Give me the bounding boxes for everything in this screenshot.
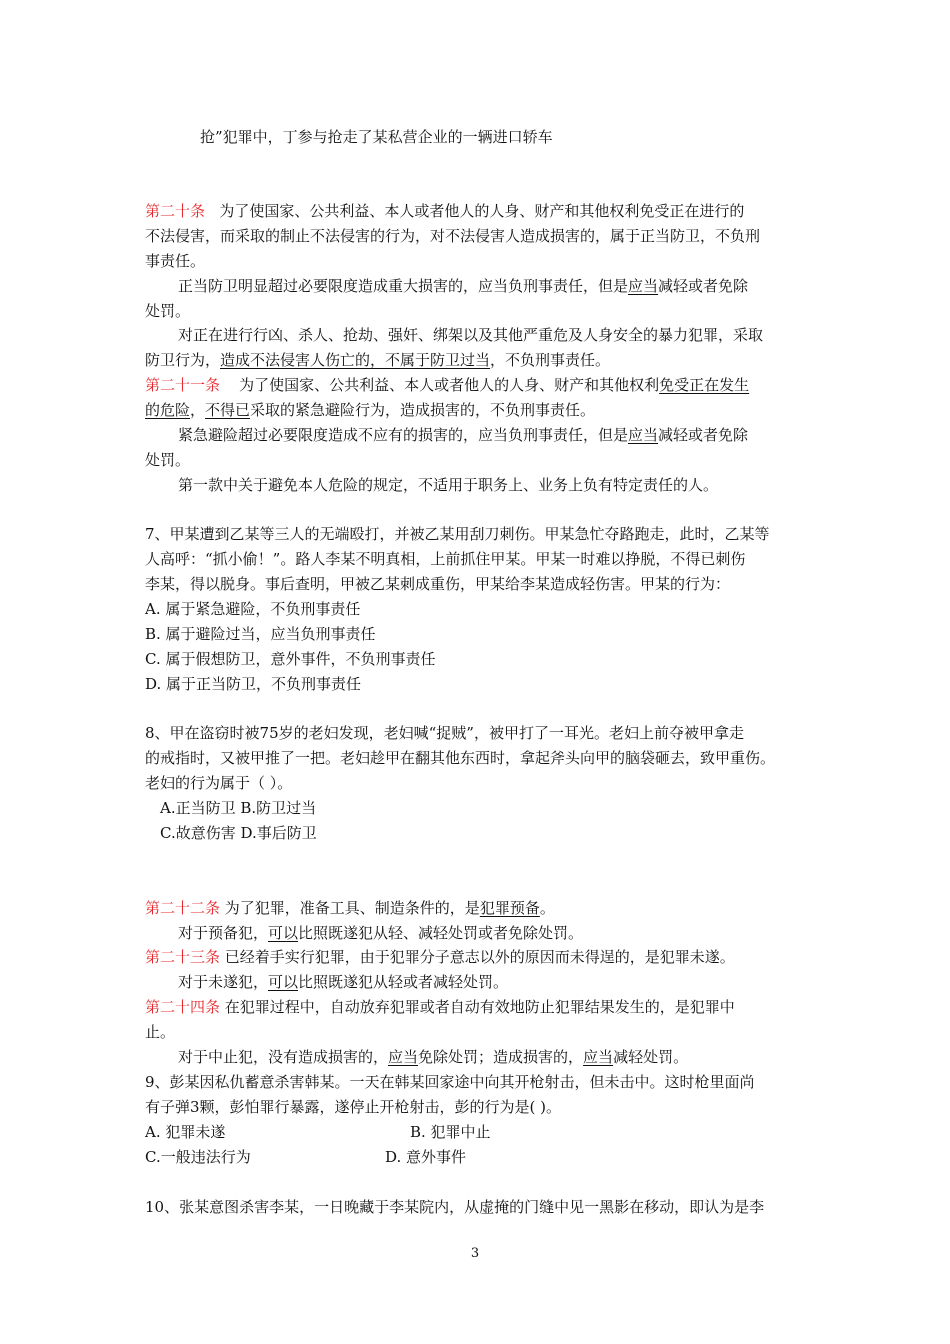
underlined-text: 的危险 (145, 401, 191, 419)
article-20-text: 为了使国家、公共利益、本人或者他人的人身、财产和其他权利免受正在进行的 (219, 202, 745, 220)
text: 减轻或者免除 (658, 426, 749, 444)
article-21-para-2 (178, 424, 748, 446)
underlined-text: 造成不法侵害人伤亡的，不属于防卫过当 (220, 351, 491, 369)
article-22-line-1 (145, 897, 555, 919)
question-9-option-a: A. 犯罪未遂 (145, 1123, 226, 1141)
text: 减轻处罚。 (613, 1048, 689, 1066)
underlined-text: 应当 (388, 1048, 419, 1066)
text: 。 (539, 899, 555, 917)
question-7-line-3: 李某，得以脱身。事后查明，甲被乙某刺成重伤，甲某给李某造成轻伤害。甲某的行为： (145, 575, 731, 593)
article-20-para-3: 对正在进行行凶、杀人、抢劫、强奸、绑架以及其他严重危及人身安全的暴力犯罪，采取 (178, 326, 764, 344)
article-20-para-3-end (145, 349, 610, 371)
article-20-line-2: 不法侵害，而采取的制止不法侵害的行为，对不法侵害人造成损害的，属于正当防卫，不负刑 (145, 227, 761, 245)
text: 正当防卫明显超过必要限度造成重大损害的，应当负刑事责任，但是 (178, 277, 629, 295)
question-9-line-1: 9、彭某因私仇蓄意杀害韩某。一天在韩某回家途中向其开枪射击，但未击中。这时枪里面尚 (145, 1073, 755, 1091)
article-21-label: 第二十一条 (145, 376, 221, 394)
page-number: 3 (470, 1246, 480, 1261)
article-20-label: 第二十条 (145, 202, 206, 220)
question-8-line-1: 8、甲在盗窃时被75岁的老妇发现，老妇喊“捉贼”，被甲打了一耳光。老妇上前夺被甲拿走 (145, 724, 744, 742)
article-24-line-1 (145, 996, 735, 1018)
underlined-text: 应当 (628, 277, 659, 295)
question-9-option-c: C.一般违法行为 (145, 1148, 251, 1166)
article-22-para-2 (178, 922, 583, 944)
text: 为了使国家、公共利益、本人或者他人的人身、财产和其他权利 (239, 376, 660, 394)
article-24-label: 第二十四条 (145, 998, 221, 1016)
question-7-option-b: B. 属于避险过当，应当负刑事责任 (145, 625, 376, 643)
underlined-text: 应当 (628, 426, 659, 444)
text: 防卫行为， (145, 351, 221, 369)
text: 对于未遂犯， (178, 973, 269, 991)
text: ，不负刑事责任。 (490, 351, 611, 369)
underlined-text: 可以 (268, 924, 299, 942)
question-7-line-2: 人高呼：“抓小偷！”。路人李某不明真相，上前抓住甲某。甲某一时难以挣脱，不得已刺伤 (145, 550, 746, 568)
question-8-options-ab: A.正当防卫 B.防卫过当 (160, 799, 317, 817)
text: ， (190, 401, 206, 419)
article-23-label: 第二十三条 (145, 948, 221, 966)
continued-line: 抢”犯罪中，丁参与抢走了某私营企业的一辆进口轿车 (200, 128, 553, 146)
underlined-text: 犯罪预备 (479, 899, 540, 917)
text: 为了犯罪，准备工具、制造条件的，是 (224, 899, 480, 917)
question-9-line-2: 有子弹3颗，彭怕罪行暴露，遂停止开枪射击，彭的行为是( )。 (145, 1098, 562, 1116)
article-23-para-2 (178, 971, 508, 993)
article-20-line-1 (145, 200, 744, 222)
underlined-text: 可以 (268, 973, 299, 991)
article-23-line-1 (145, 946, 735, 968)
text: 对于预备犯， (178, 924, 269, 942)
question-10-line-1: 10、张某意图杀害李某，一日晚藏于李某院内，从虚掩的门缝中见一黑影在移动，即认为是李 (145, 1198, 765, 1216)
text: 比照既遂犯从轻或者减轻处罚。 (298, 973, 509, 991)
question-7-option-a: A. 属于紧急避险，不负刑事责任 (145, 600, 361, 618)
question-7-option-d: D. 属于正当防卫，不负刑事责任 (145, 675, 362, 693)
question-8-options-cd: C.故意伤害 D.事后防卫 (160, 824, 317, 842)
text: 采取的紧急避险行为，造成损害的，不负刑事责任。 (250, 401, 596, 419)
article-21-para-3: 第一款中关于避免本人危险的规定，不适用于职务上、业务上负有特定责任的人。 (178, 476, 719, 494)
article-24-para-2 (178, 1046, 688, 1068)
article-22-label: 第二十二条 (145, 899, 221, 917)
article-20-line-3: 事责任。 (145, 252, 206, 270)
article-20-para-2 (178, 275, 748, 297)
article-21-line-1 (145, 374, 749, 396)
text: 比照既遂犯从轻、减轻处罚或者免除处罚。 (298, 924, 584, 942)
text: 免除处罚；造成损害的， (418, 1048, 584, 1066)
underlined-text: 应当 (583, 1048, 614, 1066)
article-20-para-2-end: 处罚。 (145, 302, 191, 320)
question-7-line-1: 7、甲某遭到乙某等三人的无端殴打，并被乙某用刮刀刺伤。甲某急忙夺路跑走，此时，乙某等 (145, 525, 770, 543)
underlined-text: 免受正在发生 (659, 376, 750, 394)
question-8-line-3: 老妇的行为属于（ ）。 (145, 774, 293, 792)
question-9-option-d: D. 意外事件 (385, 1148, 467, 1166)
text: 减轻或者免除 (658, 277, 749, 295)
text: 在犯罪过程中，自动放弃犯罪或者自动有效地防止犯罪结果发生的，是犯罪中 (224, 998, 735, 1016)
article-21-para-2-end: 处罚。 (145, 451, 191, 469)
question-7-option-c: C. 属于假想防卫，意外事件，不负刑事责任 (145, 650, 436, 668)
question-9-option-b: B. 犯罪中止 (410, 1123, 491, 1141)
text: 已经着手实行犯罪，由于犯罪分子意志以外的原因而未得逞的，是犯罪未遂。 (224, 948, 735, 966)
underlined-text: 不得已 (205, 401, 251, 419)
article-21-line-2 (145, 399, 595, 421)
article-24-line-2: 止。 (145, 1023, 176, 1041)
text: 紧急避险超过必要限度造成不应有的损害的，应当负刑事责任，但是 (178, 426, 629, 444)
question-8-line-2: 的戒指时，又被甲推了一把。老妇趁甲在翻其他东西时，拿起斧头向甲的脑袋砸去，致甲重伤。 (145, 749, 776, 767)
text: 对于中止犯，没有造成损害的， (178, 1048, 389, 1066)
